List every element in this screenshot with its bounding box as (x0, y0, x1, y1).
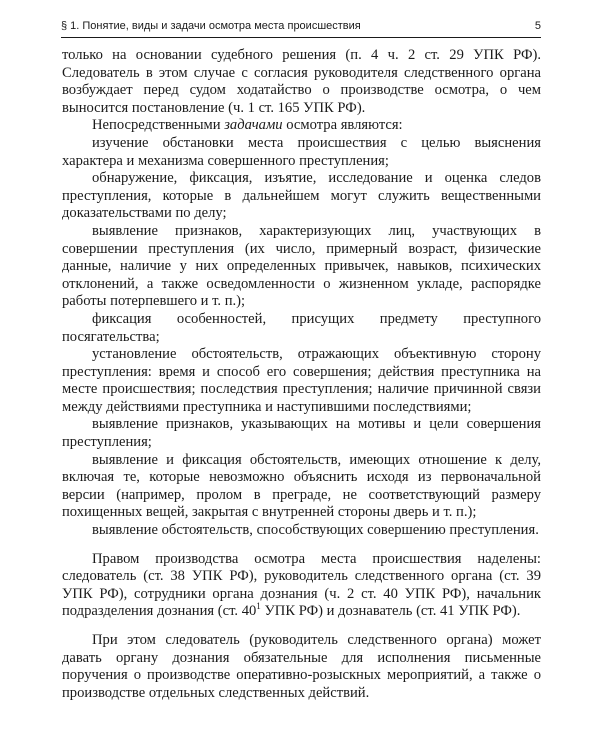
section-title: § 1. Понятие, виды и задачи осмотра места происшествия (61, 20, 361, 32)
running-head (61, 19, 541, 33)
list-item: выявление и фиксация обстоятельств, имеющих отношение к делу, включая те, которые невозможно объяснить исходя из первоначальной версии (например, пролом в преграде, не соответствующий размеру похищенных вещей, закрытая с внутренней стороны дверь и т. п.); (62, 451, 541, 521)
emphasis: задачами (224, 117, 283, 134)
header-rule (61, 37, 541, 38)
list-item: установление обстоятельств, отражающих объективную сторону преступления: время и способ его совершения; действия преступника на месте происшествия; последствия преступления; наличие причинной связи между действиями преступника и наступившими последствиями; (62, 346, 541, 415)
page-number: 5 (534, 20, 541, 32)
body-text (62, 47, 541, 702)
superscript: 1 (256, 601, 261, 612)
list-item: фиксация особенностей, присущих предмету преступного посягательства; (62, 310, 541, 345)
list-item: выявление обстоятельств, способствующих совершению преступления. (92, 522, 539, 539)
list-item: выявление признаков, характеризующих лиц, участвующих в совершении преступления (их число, примерный возраст, физические данные, наличие у них определенных привычек, навыков, психических отклонений, а также осведомленности о жизненном укладе, распорядке работы потерпевшего и т. п.); (62, 222, 541, 310)
paragraph: Правом производства осмотра места происшествия наделены: следователь (ст. 38 УПК РФ), руководитель следственного органа (ст. 39 УПК РФ), сотрудники органа дознания (ч. 2 ст. 40 УПК РФ), начальник подразделения дознания (ст. $40^1$ УПК РФ) и дознаватель (ст. 41 УПК РФ). (62, 550, 541, 620)
paragraph: При этом следователь (руководитель следственного органа) может давать органу дознания обязательные для исполнения письменные поручения о производстве оперативно-розыскных мероприятий, а также о производстве отдельных следственных действий. (62, 632, 541, 701)
list-item: обнаружение, фиксация, изъятие, исследование и оценка следов преступления, которые в дальнейшем могут служить вещественными доказательствами по делу; (62, 170, 541, 222)
list-item: выявление признаков, указывающих на мотивы и цели совершения преступления; (62, 416, 541, 451)
paragraph: только на основании судебного решения (п. 4 ч. 2 ст. 29 УПК РФ). Следователь в этом случае с согласия руководителя следственного органа возбуждает перед судом ходатайство о производстве осмотра, о чем выносится постановление (ч. 1 ст. 165 УПК РФ). (62, 47, 541, 116)
list-item: изучение обстановки места происшествия с целью выяснения характера и механизма совершенного преступления; (62, 134, 541, 169)
paragraph: Непосредственными задачами осмотра являются: (92, 117, 403, 134)
